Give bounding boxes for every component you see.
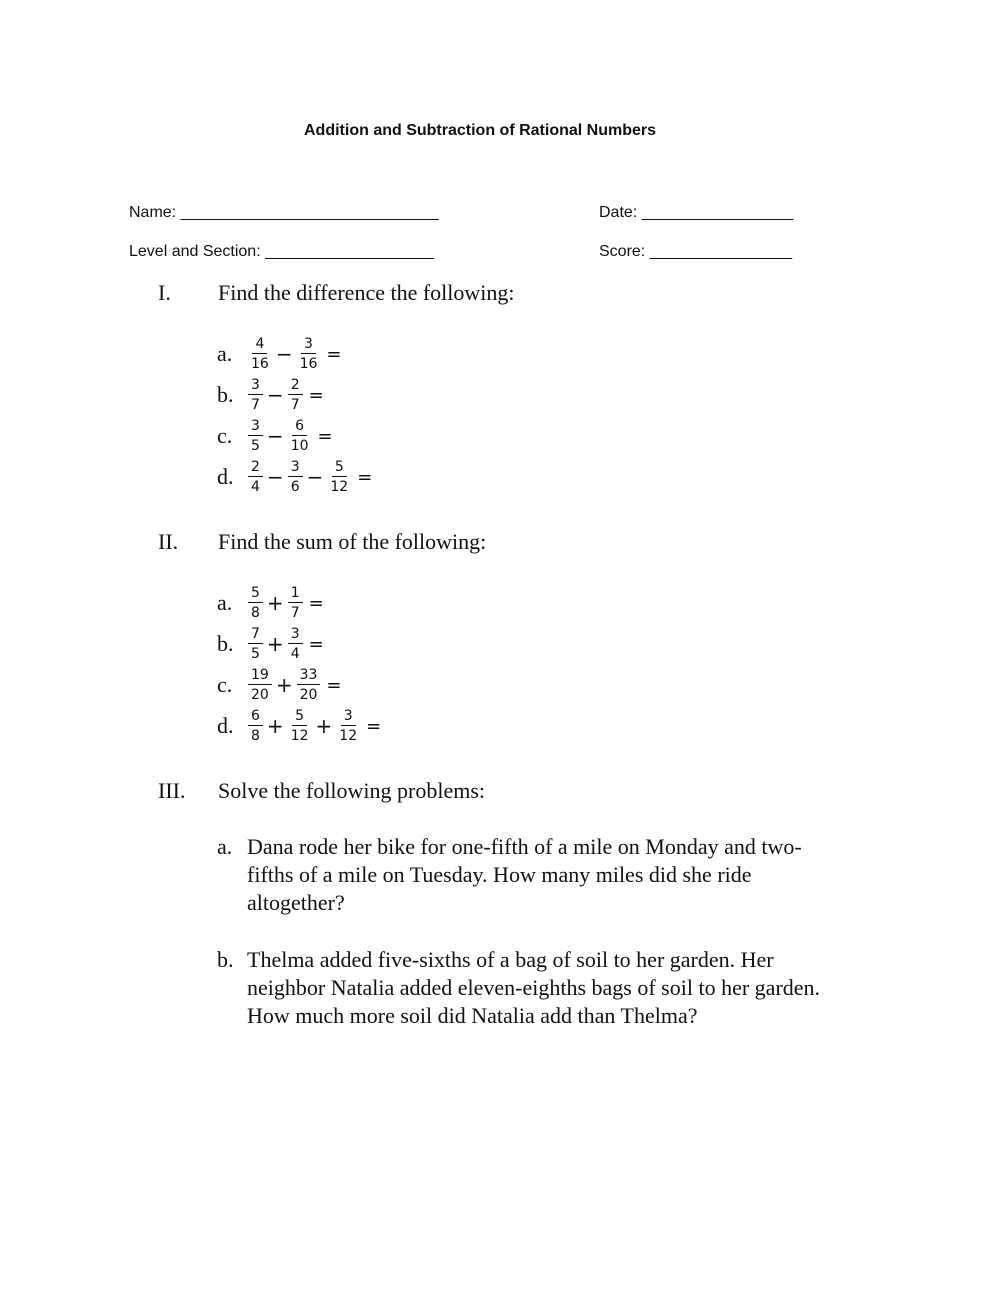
denominator: 10 bbox=[290, 438, 309, 454]
question-2a bbox=[217, 584, 324, 622]
numerator: 5 bbox=[248, 585, 263, 603]
equals-sign: = bbox=[308, 633, 324, 655]
section-1-title: Find the difference the following: bbox=[218, 280, 515, 305]
item-letter: c. bbox=[217, 672, 233, 697]
level-section-field[interactable]: Level and Section: ___________________ bbox=[129, 243, 435, 260]
denominator: 7 bbox=[290, 397, 300, 413]
question-1d bbox=[217, 458, 372, 496]
item-letter: d. bbox=[217, 464, 234, 489]
item-letter: d. bbox=[217, 713, 234, 738]
item-letter: b. bbox=[217, 382, 234, 407]
word-problem-a bbox=[217, 833, 837, 917]
numerator: 2 bbox=[288, 377, 303, 395]
operator: + bbox=[266, 714, 284, 738]
item-letter: a. bbox=[217, 590, 233, 615]
worksheet-title: Addition and Subtraction of Rational Numbers bbox=[304, 122, 656, 139]
date-field[interactable]: Date: _________________ bbox=[599, 204, 793, 221]
numerator: 3 bbox=[288, 459, 303, 477]
operator: + bbox=[266, 632, 284, 656]
word-problem-b bbox=[217, 946, 837, 1030]
equals-sign: = bbox=[357, 466, 373, 488]
denominator: 7 bbox=[251, 397, 260, 413]
operator: + bbox=[315, 714, 333, 738]
problem-text: Thelma added five-sixths of a bag of soil to her garden. Her neighbor Natalia added eleven-eighths bags of soil to her garden. How much more soil did Natalia add than Thelma? bbox=[247, 947, 821, 1028]
item-letter: a. bbox=[217, 341, 233, 366]
denominator: 8 bbox=[251, 605, 260, 621]
item-letter: b. bbox=[217, 947, 234, 972]
fraction bbox=[297, 336, 321, 372]
score-field[interactable]: Score: ________________ bbox=[599, 243, 793, 260]
fraction bbox=[288, 377, 303, 413]
section-2-numeral: II. bbox=[158, 529, 179, 554]
operator: − bbox=[266, 465, 284, 489]
operator: − bbox=[306, 465, 324, 489]
operator: + bbox=[275, 673, 293, 697]
fraction bbox=[297, 667, 321, 703]
operator: − bbox=[266, 424, 284, 448]
question-1c bbox=[217, 417, 333, 455]
denominator: 5 bbox=[251, 646, 260, 662]
question-1b bbox=[217, 376, 324, 414]
equals-sign: = bbox=[317, 425, 333, 447]
denominator: 16 bbox=[251, 356, 269, 372]
numerator: 2 bbox=[248, 459, 263, 477]
denominator: 16 bbox=[299, 356, 318, 372]
denominator: 20 bbox=[299, 687, 318, 703]
question-2d bbox=[217, 707, 381, 745]
denominator: 12 bbox=[290, 728, 309, 744]
operator: − bbox=[266, 383, 284, 407]
numerator: 19 bbox=[248, 667, 272, 685]
denominator: 12 bbox=[339, 728, 358, 744]
numerator: 6 bbox=[292, 418, 307, 436]
fraction bbox=[248, 708, 263, 744]
numerator: 3 bbox=[288, 626, 303, 644]
fraction bbox=[248, 626, 263, 662]
denominator: 7 bbox=[290, 605, 300, 621]
numerator: 33 bbox=[297, 667, 321, 685]
numerator: 3 bbox=[248, 418, 263, 436]
question-1a bbox=[217, 335, 342, 373]
fraction bbox=[327, 459, 351, 495]
denominator: 8 bbox=[251, 728, 260, 744]
fraction bbox=[288, 626, 303, 662]
item-letter: b. bbox=[217, 631, 234, 656]
fraction bbox=[248, 377, 263, 413]
question-2c bbox=[217, 666, 342, 704]
fraction bbox=[248, 418, 263, 454]
fraction bbox=[288, 708, 312, 744]
equals-sign: = bbox=[308, 384, 324, 406]
question-2b bbox=[217, 625, 324, 663]
section-1-numeral: I. bbox=[158, 280, 171, 305]
equals-sign: = bbox=[366, 715, 382, 737]
denominator: 4 bbox=[290, 646, 300, 662]
fraction bbox=[248, 459, 263, 495]
numerator: 3 bbox=[301, 336, 316, 354]
section-2-title: Find the sum of the following: bbox=[218, 529, 487, 554]
numerator: 6 bbox=[248, 708, 263, 726]
operator: − bbox=[275, 342, 293, 366]
numerator: 5 bbox=[292, 708, 307, 726]
fraction bbox=[288, 585, 303, 621]
fraction bbox=[336, 708, 360, 744]
denominator: 6 bbox=[290, 479, 300, 495]
numerator: 7 bbox=[248, 626, 263, 644]
denominator: 4 bbox=[251, 479, 260, 495]
fraction bbox=[248, 585, 263, 621]
name-field[interactable]: Name: _____________________________ bbox=[129, 204, 439, 221]
section-3-numeral: III. bbox=[158, 778, 186, 803]
numerator: 4 bbox=[252, 336, 267, 354]
fraction bbox=[248, 336, 272, 372]
denominator: 20 bbox=[251, 687, 269, 703]
equals-sign: = bbox=[326, 674, 342, 696]
fraction bbox=[288, 418, 312, 454]
equals-sign: = bbox=[308, 592, 324, 614]
numerator: 1 bbox=[288, 585, 303, 603]
fraction bbox=[248, 667, 272, 703]
problem-text: Dana rode her bike for one-fifth of a mile on Monday and two-fifths of a mile on Tuesday. How many miles did she ride altogether? bbox=[247, 834, 802, 915]
item-letter: a. bbox=[217, 834, 233, 859]
item-letter: c. bbox=[217, 423, 233, 448]
fraction bbox=[288, 459, 303, 495]
numerator: 3 bbox=[341, 708, 356, 726]
numerator: 5 bbox=[332, 459, 347, 477]
numerator: 3 bbox=[248, 377, 263, 395]
operator: + bbox=[266, 591, 284, 615]
equals-sign: = bbox=[326, 343, 342, 365]
denominator: 5 bbox=[251, 438, 260, 454]
denominator: 12 bbox=[330, 479, 349, 495]
section-3-title: Solve the following problems: bbox=[218, 778, 486, 803]
